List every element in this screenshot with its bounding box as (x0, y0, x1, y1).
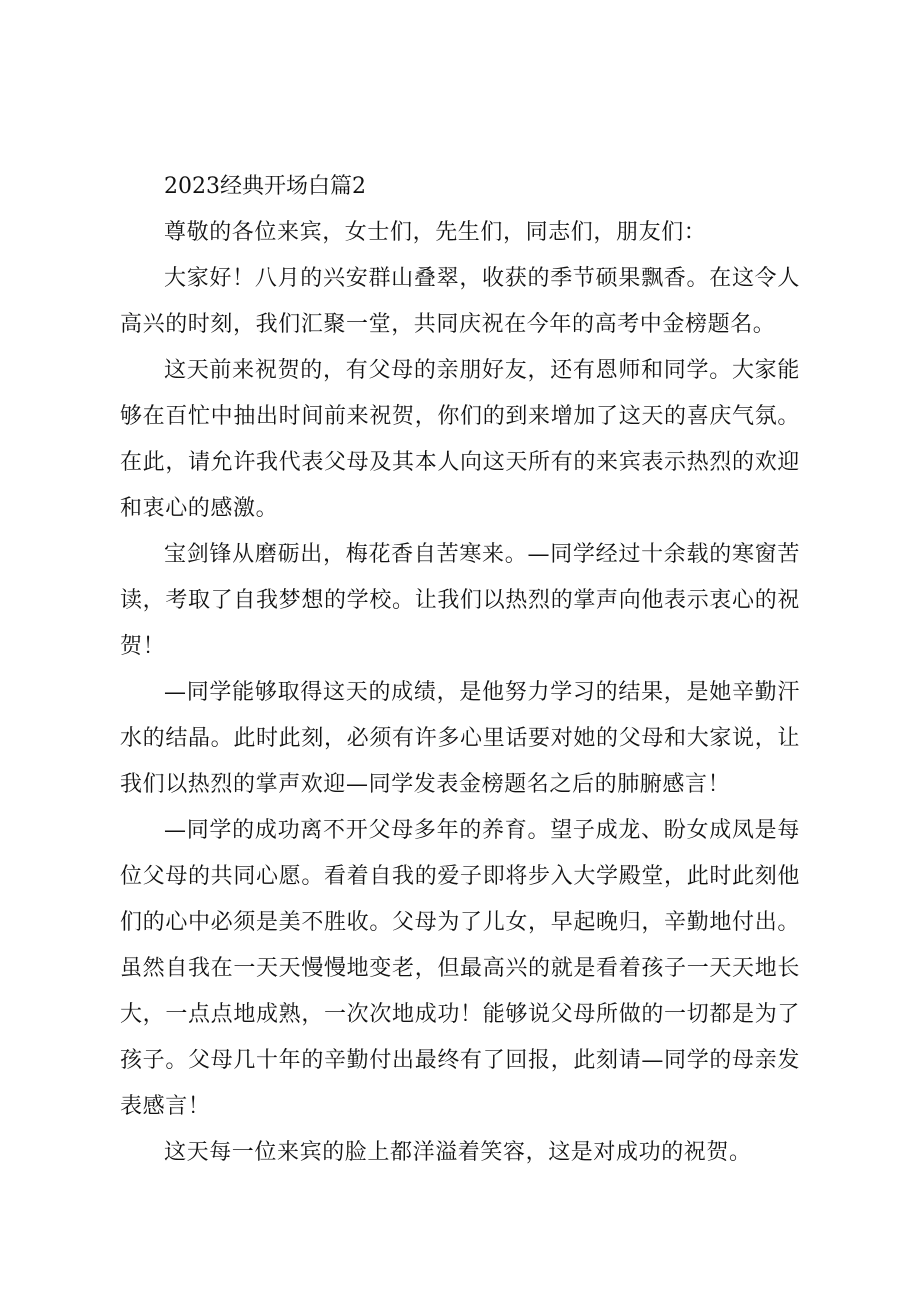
document-body (120, 164, 800, 1176)
paragraph-parents: —同学的成功离不开父母多年的养育。望子成龙、盼女成凤是每位父母的共同心愿。看着自我的爱子即将步入大学殿堂，此时此刻他们的心中必须是美不胜收。父母为了儿女，早起晚归，辛勤地付出。虽然自我在一天天慢慢地变老，但最高兴的就是看着孩子一天天地长大，一点点地成熟，一次次地成功！能够说父母所做的一切都是为了孩子。父母几十年的辛勤付出最终有了回报，此刻请—同学的母亲发表感言！ (120, 818, 800, 1119)
paragraph-closing: 这天每一位来宾的脸上都洋溢着笑容，这是对成功的祝贺。 (164, 1140, 752, 1165)
document-title: 2023经典开场白篇2 (164, 174, 366, 199)
paragraph-student-speech: —同学能够取得这天的成绩，是他努力学习的结果，是她辛勤汗水的结晶。此时此刻，必须有许多心里话要对她的父母和大家说，让我们以热烈的掌声欢迎—同学发表金榜题名之后的肺腑感言！ (120, 680, 800, 797)
paragraph-salutation: 尊敬的各位来宾，女士们，先生们，同志们，朋友们： (164, 220, 707, 245)
paragraph-greeting: 大家好！八月的兴安群山叠翠，收获的季节硕果飘香。在这令人高兴的时刻，我们汇聚一堂，共同庆祝在今年的高考中金榜题名。 (120, 266, 800, 337)
paragraph-welcome: 这天前来祝贺的，有父母的亲朋好友，还有恩师和同学。大家能够在百忙中抽出时间前来祝贺，你们的到来增加了这天的喜庆气氛。在此，请允许我代表父母及其本人向这天所有的来宾表示热烈的欢迎和衷心的感激。 (120, 358, 800, 521)
paragraph-congratulation: 宝剑锋从磨砺出，梅花香自苦寒来。—同学经过十余载的寒窗苦读，考取了自我梦想的学校。让我们以热烈的掌声向他表示衷心的祝贺！ (120, 542, 800, 659)
